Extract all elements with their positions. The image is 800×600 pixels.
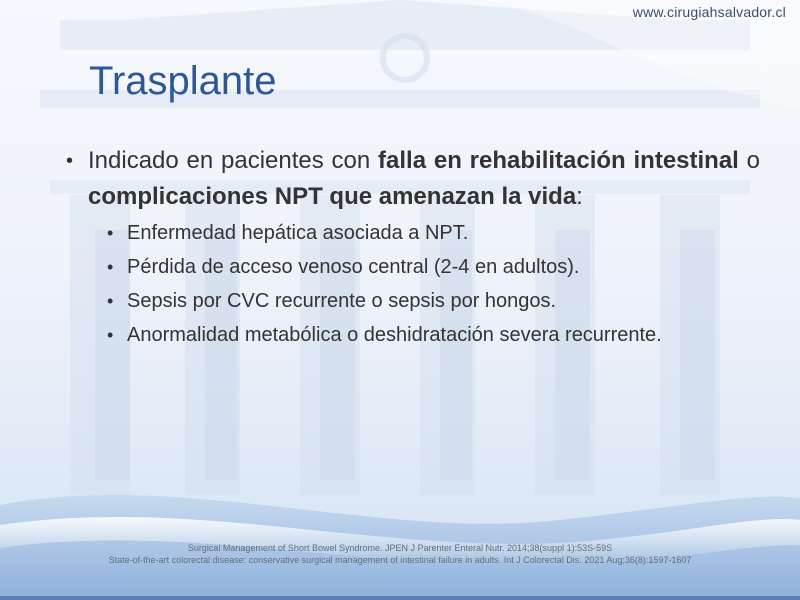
slide-content bbox=[66, 143, 760, 355]
sub-bullet-item bbox=[107, 253, 760, 282]
reference-line: Surgical Management of Short Bowel Syndrome. JPEN J Parenter Enteral Nutr. 2014;38(suppl 1):53S-59S bbox=[187, 543, 613, 553]
bullet-dot-icon: • bbox=[66, 150, 74, 172]
sub-bullet-item bbox=[107, 219, 760, 248]
main-bullet-bold-1: falla en rehabilitación intestinal bbox=[378, 147, 739, 174]
main-bullet-text-3: : bbox=[576, 183, 583, 210]
bottom-accent-line bbox=[0, 596, 800, 600]
site-url: www.cirugiahsalvador.cl bbox=[632, 4, 786, 20]
main-bullet-text-2: o bbox=[738, 147, 761, 174]
sub-bullet-text: Pérdida de acceso venoso central (2-4 en adultos). bbox=[127, 256, 580, 278]
reference-line: State-of-the-art colorectal disease: conservative surgical management of intestinal failure in adults. Int J Colorectal Dis. 2021 Aug;36(8):1597-1607 bbox=[108, 555, 692, 565]
sub-bullet-text: Sepsis por CVC recurrente o sepsis por hongos. bbox=[127, 290, 557, 312]
bullet-dot-icon: • bbox=[107, 223, 114, 243]
bullet-dot-icon: • bbox=[107, 325, 114, 345]
bullet-dot-icon: • bbox=[107, 291, 114, 311]
sub-bullet-text: Anormalidad metabólica o deshidratación severa recurrente. bbox=[127, 324, 662, 346]
slide-title: Trasplante bbox=[89, 59, 277, 103]
main-bullet-bold-2: complicaciones NPT que amenazan la vida bbox=[88, 183, 577, 210]
references bbox=[0, 542, 800, 566]
sub-bullet-list bbox=[107, 219, 760, 350]
bullet-dot-icon: • bbox=[107, 257, 114, 277]
sub-bullet-item bbox=[107, 321, 760, 350]
sub-bullet-item bbox=[107, 287, 760, 316]
main-bullet-text-1: Indicado en pacientes con bbox=[88, 147, 379, 174]
sub-bullet-text: Enfermedad hepática asociada a NPT. bbox=[127, 222, 469, 244]
main-bullet bbox=[66, 143, 760, 215]
